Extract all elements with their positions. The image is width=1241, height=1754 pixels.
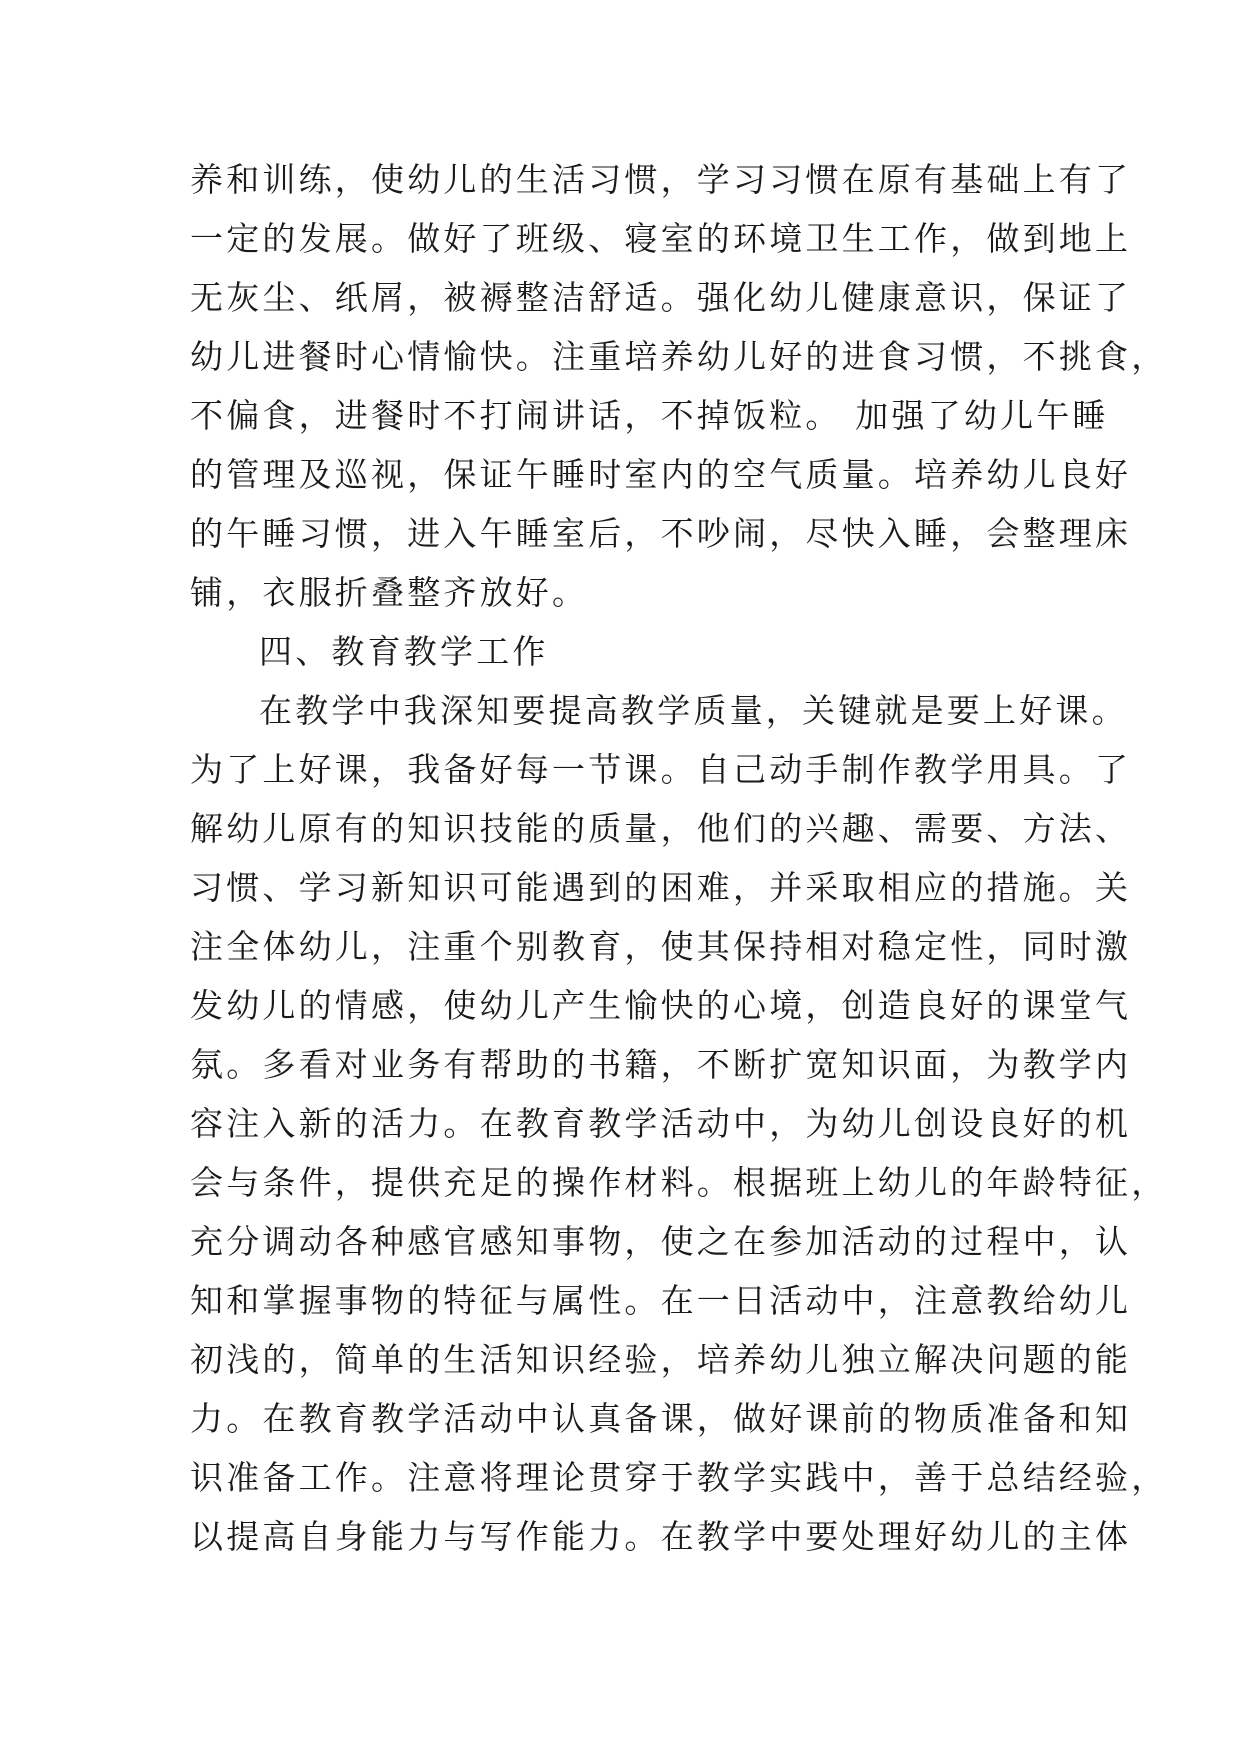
text-line: 识准备工作。注意将理论贯穿于教学实践中，善于总结经验， xyxy=(190,1458,1168,1497)
text-line: 的管理及巡视，保证午睡时室内的空气质量。培养幼儿良好 xyxy=(190,455,1132,494)
text-line: 解幼儿原有的知识技能的质量，他们的兴趣、需要、方法、 xyxy=(190,809,1132,848)
text-line: 铺，衣服折叠整齐放好。 xyxy=(190,573,589,612)
text-line: 初浅的，简单的生活知识经验，培养幼儿独立解决问题的能 xyxy=(190,1340,1132,1379)
text-line: 的午睡习惯，进入午睡室后，不吵闹，尽快入睡，会整理床 xyxy=(190,514,1132,553)
text-line: 氛。多看对业务有帮助的书籍，不断扩宽知识面，为教学内 xyxy=(190,1045,1132,1084)
text-line: 养和训练，使幼儿的生活习惯，学习习惯在原有基础上有了 xyxy=(190,160,1132,199)
text-line: 幼儿进餐时心情愉快。注重培养幼儿好的进食习惯，不挑食， xyxy=(190,337,1168,376)
body-text xyxy=(190,150,1168,1566)
paragraph-first-line: 在教学中我深知要提高教学质量，关键就是要上好课。 xyxy=(259,691,1128,730)
section-heading: 四、教育教学工作 xyxy=(259,632,549,671)
text-line: 充分调动各种感官感知事物，使之在参加活动的过程中，认 xyxy=(190,1222,1132,1261)
text-line: 为了上好课，我备好每一节课。自己动手制作教学用具。了 xyxy=(190,750,1132,789)
text-line: 发幼儿的情感，使幼儿产生愉快的心境，创造良好的课堂气 xyxy=(190,986,1132,1025)
text-line: 不偏食，进餐时不打闹讲话，不掉饭粒。 加强了幼儿午睡 xyxy=(190,396,1109,435)
text-line: 以提高自身能力与写作能力。在教学中要处理好幼儿的主体 xyxy=(190,1517,1132,1556)
text-line: 知和掌握事物的特征与属性。在一日活动中，注意教给幼儿 xyxy=(190,1281,1132,1320)
text-line: 会与条件，提供充足的操作材料。根据班上幼儿的年龄特征， xyxy=(190,1163,1168,1202)
text-line: 容注入新的活力。在教育教学活动中，为幼儿创设良好的机 xyxy=(190,1104,1132,1143)
text-line: 一定的发展。做好了班级、寝室的环境卫生工作，做到地上 xyxy=(190,219,1132,258)
text-line: 力。在教育教学活动中认真备课，做好课前的物质准备和知 xyxy=(190,1399,1132,1438)
text-line: 注全体幼儿，注重个别教育，使其保持相对稳定性，同时激 xyxy=(190,927,1132,966)
text-line: 习惯、学习新知识可能遇到的困难，并采取相应的措施。关 xyxy=(190,868,1132,907)
text-line: 无灰尘、纸屑，被褥整洁舒适。强化幼儿健康意识，保证了 xyxy=(190,278,1132,317)
